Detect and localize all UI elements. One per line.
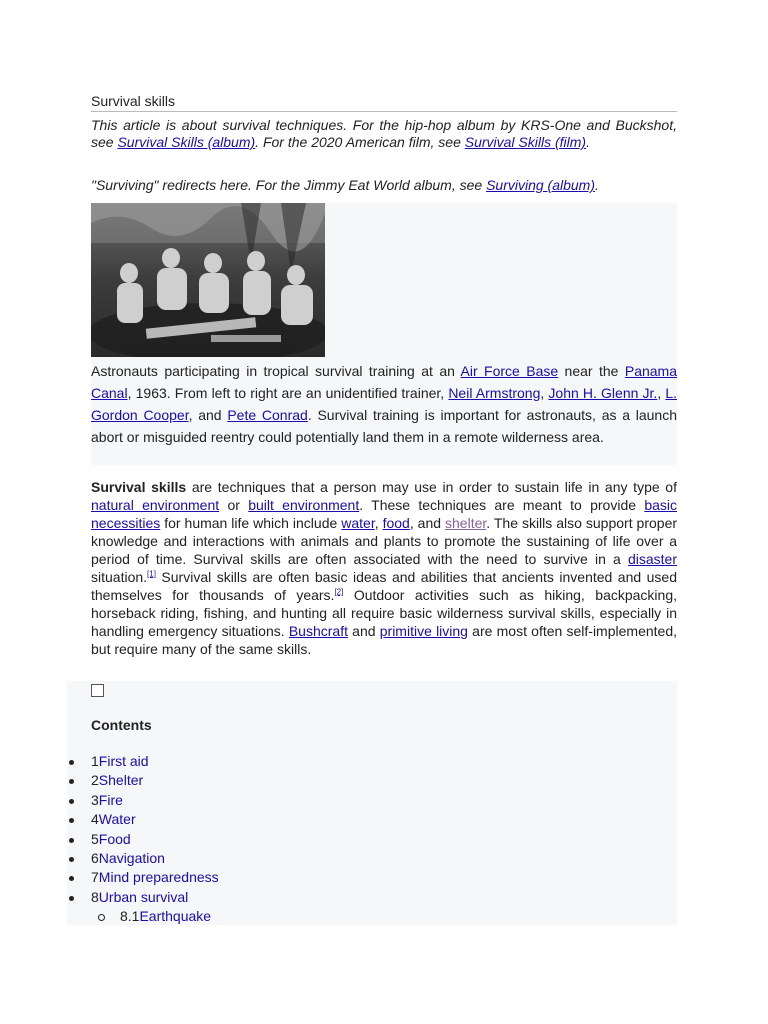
reference-2[interactable]: [2] <box>334 587 344 597</box>
bullet-icon <box>69 760 74 765</box>
link-surviving-album[interactable]: Surviving (album) <box>486 177 596 193</box>
bold-term: Survival skills <box>91 479 187 495</box>
toc-number: 1 <box>91 753 99 769</box>
toc-number: 5 <box>91 830 99 847</box>
toc-label: First aid <box>98 753 149 769</box>
caption-text: , <box>657 385 666 401</box>
reference-1[interactable]: [1] <box>147 569 156 579</box>
bullet-icon <box>69 896 74 901</box>
toc-link-fire[interactable] <box>91 791 123 810</box>
bullet-icon <box>69 799 74 804</box>
link-built-environment[interactable]: built environment <box>248 497 360 513</box>
intro-text: for human life which include <box>160 515 342 531</box>
toc-number: 8.1 <box>120 908 140 925</box>
intro-text: Outdoor activities such as hiking, backpacking, horseback riding, fishing, and hunting all require basic wilderness survival skills, especially in handling emergency situations. <box>91 587 678 639</box>
hatnote-text: . <box>595 177 599 193</box>
toc-link-urban-survival[interactable] <box>91 888 188 907</box>
intro-text: , <box>374 515 383 531</box>
link-survival-skills-album[interactable]: Survival Skills (album) <box>117 134 256 150</box>
toc-link-food[interactable] <box>91 830 131 849</box>
link-shelter[interactable]: shelter <box>445 515 487 531</box>
toc-link-shelter[interactable] <box>91 771 143 790</box>
toc-title: Contents <box>91 717 152 733</box>
link-air-force-base[interactable]: Air Force Base <box>460 363 559 379</box>
toc-link-navigation[interactable] <box>91 849 165 868</box>
toc-label: Fire <box>98 791 123 808</box>
toc-label: Food <box>98 830 131 847</box>
intro-text: . These techniques are meant to provide <box>359 497 645 513</box>
hatnote-text: This article is about survival techniques. For the hip-hop album by KRS-One and Buckshot, see <box>91 117 677 150</box>
toc-label: Mind preparedness <box>98 869 219 886</box>
intro-text: , and <box>409 515 446 531</box>
intro-paragraph <box>91 478 677 658</box>
caption-text: , 1963. From left to right are an unidentified trainer, <box>127 385 449 401</box>
toc-number: 6 <box>91 849 99 866</box>
intro-text: or <box>219 497 249 513</box>
caption-text: , and <box>188 407 228 423</box>
hatnote-text: . For the 2020 American film, see <box>255 134 465 150</box>
intro-text: and <box>347 623 380 639</box>
link-panama-canal[interactable]: Panama Canal <box>91 363 678 401</box>
toc-number: 8 <box>91 888 99 905</box>
toc-number: 4 <box>91 811 99 828</box>
caption-text: . Survival training is important for astronauts, as a launch abort or misguided reentry could potentially land them in a remote wilderness area. <box>91 407 678 445</box>
link-water[interactable]: water <box>341 515 375 531</box>
bullet-icon <box>69 838 74 843</box>
intro-text: are most often self-implemented, but require many of the same skills. <box>91 623 677 657</box>
link-neil-armstrong[interactable]: Neil Armstrong <box>448 385 541 401</box>
link-survival-skills-film[interactable]: Survival Skills (film) <box>464 134 587 150</box>
toc-toggle-checkbox[interactable] <box>91 684 104 697</box>
infobox-figure <box>91 203 677 465</box>
intro-text: are techniques that a person may use in order to sustain life in any type of <box>186 479 677 495</box>
toc-label: Earthquake <box>139 908 212 925</box>
toc-label: Urban survival <box>98 888 189 905</box>
toc-label: Shelter <box>98 772 144 789</box>
link-disaster[interactable]: disaster <box>627 551 677 567</box>
toc-number: 7 <box>91 869 99 886</box>
intro-text: situation. <box>91 569 148 585</box>
link-john-glenn[interactable]: John H. Glenn Jr. <box>548 385 658 401</box>
toc-label: Navigation <box>98 849 165 866</box>
page-title <box>91 93 677 112</box>
link-natural-environment[interactable]: natural environment <box>91 497 220 513</box>
toc-link-mind-preparedness[interactable] <box>91 868 219 887</box>
caption-text: , <box>540 385 549 401</box>
hatnote-redirect <box>91 177 677 194</box>
bullet-icon <box>69 857 74 862</box>
link-gordon-cooper[interactable]: L. Gordon Cooper <box>91 385 678 423</box>
hatnote-text: . <box>586 134 590 150</box>
toc-number: 2 <box>91 772 99 789</box>
astronauts-training-photo[interactable] <box>91 203 325 357</box>
toc-link-earthquake[interactable] <box>120 907 211 926</box>
toc-link-first-aid[interactable] <box>91 752 149 771</box>
link-bushcraft[interactable]: Bushcraft <box>288 623 348 639</box>
caption-text: Astronauts participating in tropical survival training at an <box>91 363 461 379</box>
link-pete-conrad[interactable]: Pete Conrad <box>227 407 308 423</box>
caption-text: near the <box>558 363 625 379</box>
toc-number: 3 <box>91 791 99 808</box>
hatnote-text: "Surviving" redirects here. For the Jimmy Eat World album, see <box>91 177 487 193</box>
intro-text: . The skills also support proper knowledge and interactions with animals and plants to promote the sustaining of life over a period of time. Survival skills are often associated with the need to survive in a <box>91 515 678 567</box>
link-food[interactable]: food <box>382 515 410 531</box>
toc-label: Water <box>98 811 136 828</box>
page-title-text: Survival skills <box>91 93 176 109</box>
hatnote-disambiguation <box>91 117 677 151</box>
figure-caption <box>91 360 677 448</box>
link-basic-necessities[interactable]: basic necessities <box>91 497 677 531</box>
link-primitive-living[interactable]: primitive living <box>379 623 468 639</box>
intro-text: Survival skills are often basic ideas and abilities that ancients invented and used themselves for thousands of years. <box>91 569 677 603</box>
toc-link-water[interactable] <box>91 810 136 829</box>
